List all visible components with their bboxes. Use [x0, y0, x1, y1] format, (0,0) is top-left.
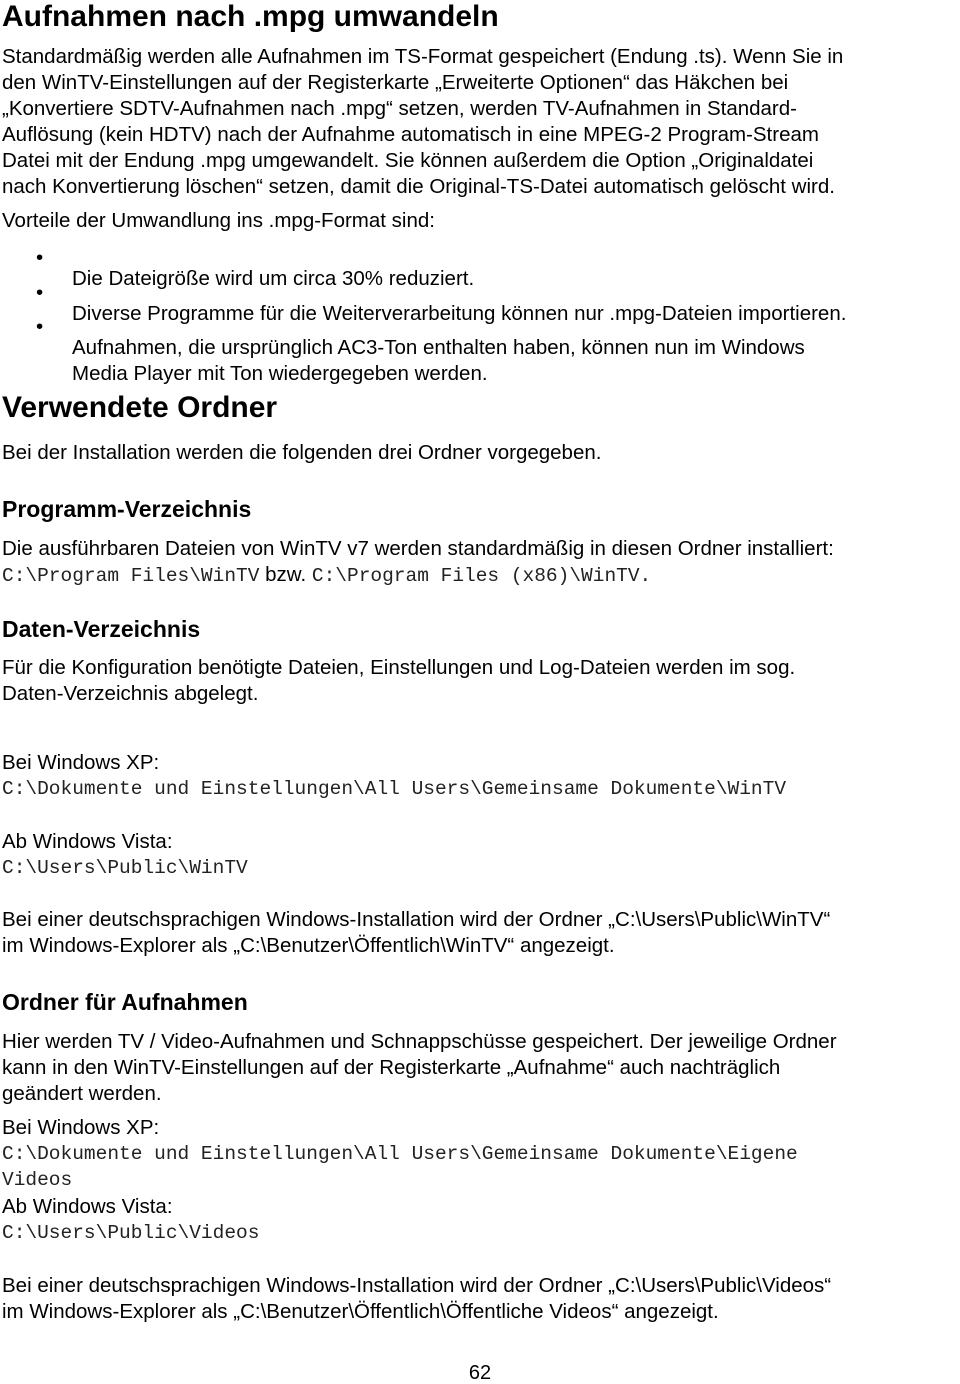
bullet-marker: •: [36, 315, 44, 338]
paragraph-line: Daten-Verzeichnis abgelegt.: [2, 682, 259, 705]
bullet-marker: •: [36, 246, 44, 269]
paragraph-line: den WinTV-Einstellungen auf der Registerkarte „Erweiterte Optionen“ das Häkchen bei: [2, 71, 789, 94]
paragraph-line: Bei einer deutschsprachigen Windows-Installation wird der Ordner „C:\Users\Public\Videos“: [2, 1274, 832, 1297]
list-item: Aufnahmen, die ursprünglich AC3-Ton enthalten haben, können nun im Windows: [72, 335, 805, 359]
section-title-mpg: Aufnahmen nach .mpg umwandeln: [2, 0, 499, 33]
paragraph-line: im Windows-Explorer als „C:\Benutzer\Öffentlich\WinTV“ angezeigt.: [2, 934, 615, 957]
os-label-vista: Ab Windows Vista:: [2, 830, 173, 853]
os-label-xp: Bei Windows XP:: [2, 751, 160, 774]
paragraph-line: nach Konvertierung löschen“ setzen, damit die Original-TS-Datei automatisch gelöscht wird.: [2, 175, 835, 198]
paragraph-line: Die ausführbaren Dateien von WinTV v7 werden standardmäßig in diesen Ordner installiert:: [2, 537, 834, 560]
paragraph-line: Bei einer deutschsprachigen Windows-Installation wird der Ordner „C:\Users\Public\WinTV“: [2, 908, 831, 931]
paragraph-line: Für die Konfiguration benötigte Dateien, Einstellungen und Log-Dateien werden im sog.: [2, 656, 796, 679]
page-number: 62: [468, 1362, 492, 1384]
paragraph-line: „Konvertiere SDTV-Aufnahmen nach .mpg“ setzen, werden TV-Aufnahmen in Standard-: [2, 97, 797, 120]
data-path-vista: C:\Users\Public\WinTV: [2, 857, 248, 879]
paragraph-line: Standardmäßig werden alle Aufnahmen im TS-Format gespeichert (Endung .ts). Wenn Sie in: [2, 45, 844, 68]
section-title-folders: Verwendete Ordner: [2, 391, 278, 424]
subsection-title-data: Daten-Verzeichnis: [2, 616, 201, 642]
subsection-title-program: Programm-Verzeichnis: [2, 496, 252, 522]
paragraph-line: kann in den WinTV-Einstellungen auf der Registerkarte „Aufnahme“ auch nachträglich: [2, 1056, 781, 1079]
os-label-xp: Bei Windows XP:: [2, 1116, 160, 1139]
paragraph-line: Vorteile der Umwandlung ins .mpg-Format sind:: [2, 209, 435, 232]
recordings-path-vista: C:\Users\Public\Videos: [2, 1222, 260, 1244]
paragraph-line: Auflösung (kein HDTV) nach der Aufnahme automatisch in eine MPEG-2 Program-Stream: [2, 123, 819, 146]
subsection-title-recordings: Ordner für Aufnahmen: [2, 989, 248, 1015]
recordings-path-xp: C:\Dokumente und Einstellungen\All Users\Gemeinsame Dokumente\Eigene: [2, 1143, 798, 1165]
path-separator: bzw.: [265, 563, 307, 586]
program-path: C:\Program Files\WinTV: [2, 565, 260, 587]
paragraph-line: Datei mit der Endung .mpg umgewandelt. Sie können außerdem die Option „Originaldatei: [2, 149, 814, 172]
program-path-x86: C:\Program Files (x86)\WinTV: [311, 565, 640, 587]
list-item-continuation: Media Player mit Ton wiedergegeben werden.: [72, 361, 488, 385]
paragraph-line: geändert werden.: [2, 1082, 162, 1105]
os-label-vista: Ab Windows Vista:: [2, 1195, 173, 1218]
list-item: Die Dateigröße wird um circa 30% reduziert.: [72, 266, 475, 290]
program-path-line: C:\Program Files\WinTV bzw. C:\Program Files (x86)\WinTV.: [2, 563, 652, 587]
list-item: Diverse Programme für die Weiterverarbeitung können nur .mpg-Dateien importieren.: [72, 301, 847, 325]
paragraph-line: im Windows-Explorer als „C:\Benutzer\Öffentlich\Öffentliche Videos“ angezeigt.: [2, 1300, 719, 1323]
paragraph-line: Hier werden TV / Video-Aufnahmen und Schnappschüsse gespeichert. Der jeweilige Ordner: [2, 1030, 837, 1053]
data-path-xp: C:\Dokumente und Einstellungen\All Users\Gemeinsame Dokumente\WinTV: [2, 778, 787, 800]
paragraph-line: Bei der Installation werden die folgenden drei Ordner vorgegeben.: [2, 441, 602, 464]
bullet-marker: •: [36, 281, 44, 304]
recordings-path-xp-cont: Videos: [2, 1169, 73, 1191]
